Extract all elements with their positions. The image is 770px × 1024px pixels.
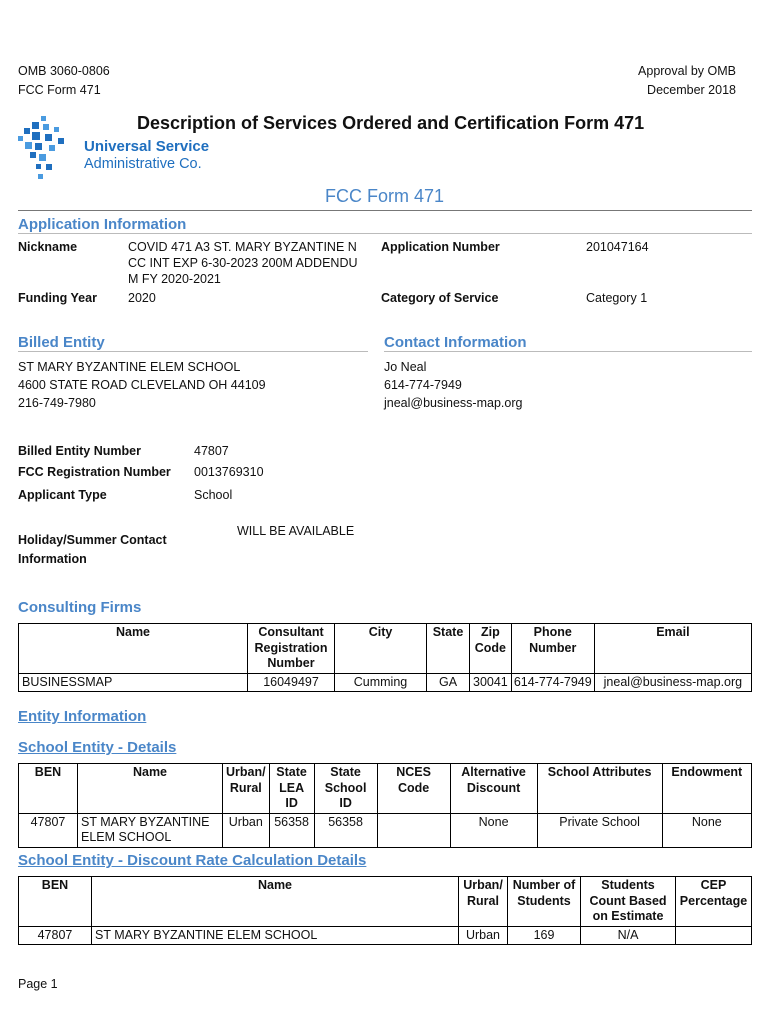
discount-heading: School Entity - Discount Rate Calculation Details	[18, 852, 367, 869]
col-num-students: Number of Students	[508, 877, 581, 927]
ben-label: Billed Entity Number	[18, 444, 141, 458]
funding-year: 2020	[128, 291, 156, 305]
consulting-heading: Consulting Firms	[18, 599, 142, 616]
col-estimate: Students Count Based on Estimate	[581, 877, 676, 927]
funding-year-label: Funding Year	[18, 291, 97, 305]
applicant-type-value: School	[194, 488, 233, 502]
applicant-type-label: Applicant Type	[18, 488, 107, 502]
form-number: FCC Form 471	[18, 83, 101, 97]
entity-name: ST MARY BYZANTINE ELEM SCHOOL	[78, 813, 223, 847]
nickname-label: Nickname	[18, 240, 78, 254]
contact-name: Jo Neal	[384, 360, 427, 374]
entity-attributes: Private School	[537, 813, 662, 847]
billed-entity-name: ST MARY BYZANTINE ELEM SCHOOL	[18, 360, 241, 374]
entity-lea-id: 56358	[269, 813, 314, 847]
col-ben: BEN	[19, 877, 92, 927]
page-title: Description of Services Ordered and Certification Form 471	[137, 113, 645, 133]
consultant-city: Cumming	[335, 673, 427, 692]
consultant-phone: 614-774-7949	[511, 673, 594, 692]
discount-ben: 47807	[19, 926, 92, 945]
consultant-email: jneal@business-map.org	[594, 673, 751, 692]
col-email: Email	[594, 624, 751, 674]
col-phone: Phone Number	[511, 624, 594, 674]
table-row	[19, 673, 752, 692]
billed-entity-heading: Billed Entity	[18, 334, 105, 351]
page-number: Page 1	[18, 977, 58, 991]
title-divider	[18, 210, 752, 211]
col-name: Name	[92, 877, 459, 927]
col-cep: CEP Percentage	[676, 877, 752, 927]
entity-alt-discount: None	[450, 813, 537, 847]
consultant-name: BUSINESSMAP	[19, 673, 248, 692]
app-number: 201047164	[586, 240, 649, 254]
col-name: Name	[19, 624, 248, 674]
col-zip: Zip Code	[470, 624, 512, 674]
entity-ben: 47807	[19, 813, 78, 847]
holiday-contact-value: WILL BE AVAILABLE	[237, 524, 355, 538]
billed-entity-phone: 216-749-7980	[18, 396, 96, 410]
fcc-reg-value: 0013769310	[194, 465, 264, 479]
consultant-zip: 30041	[470, 673, 512, 692]
billed-entity-address: 4600 STATE ROAD CLEVELAND OH 44109	[18, 378, 266, 392]
contact-heading: Contact Information	[384, 334, 527, 351]
application-heading: Application Information	[18, 216, 187, 233]
table-row	[19, 926, 752, 945]
consultant-state: GA	[427, 673, 470, 692]
col-school-id: State School ID	[314, 764, 377, 814]
entity-details-table	[18, 763, 752, 848]
discount-urban: Urban	[459, 926, 508, 945]
col-state: State	[427, 624, 470, 674]
contact-email[interactable]: jneal@business-map.org	[384, 396, 523, 410]
contact-phone: 614-774-7949	[384, 378, 462, 392]
col-city: City	[335, 624, 427, 674]
consultant-reg: 16049497	[248, 673, 335, 692]
form-subtitle: FCC Form 471	[325, 186, 445, 206]
details-heading: School Entity - Details	[18, 739, 177, 756]
col-lea-id: State LEA ID	[269, 764, 314, 814]
logo-line2: Administrative Co.	[84, 156, 202, 172]
col-name: Name	[78, 764, 223, 814]
col-endowment: Endowment	[662, 764, 751, 814]
discount-estimate: N/A	[581, 926, 676, 945]
category-value: Category 1	[586, 291, 648, 305]
approval-date: December 2018	[647, 83, 736, 97]
entity-urban: Urban	[223, 813, 270, 847]
discount-cep	[676, 926, 752, 945]
holiday-contact-label-2: Information	[18, 552, 87, 566]
col-ben: BEN	[19, 764, 78, 814]
entity-school-id: 56358	[314, 813, 377, 847]
discount-table	[18, 876, 752, 945]
ben-value: 47807	[194, 444, 229, 458]
logo-line1: Universal Service	[84, 138, 210, 155]
discount-name: ST MARY BYZANTINE ELEM SCHOOL	[92, 926, 459, 945]
nickname-line1: COVID 471 A3 ST. MARY BYZANTINE N	[128, 240, 357, 254]
usac-logo-icon	[16, 114, 76, 184]
col-consultant-reg: Consultant Registration Number	[248, 624, 335, 674]
consulting-table	[18, 623, 752, 692]
col-urban: Urban/ Rural	[223, 764, 270, 814]
table-row	[19, 813, 752, 847]
application-divider	[18, 233, 752, 234]
col-urban: Urban/ Rural	[459, 877, 508, 927]
holiday-contact-label: Holiday/Summer Contact	[18, 533, 167, 547]
billed-divider	[18, 351, 368, 352]
contact-divider	[384, 351, 752, 352]
app-number-label: Application Number	[381, 240, 500, 254]
col-attributes: School Attributes	[537, 764, 662, 814]
approval-text: Approval by OMB	[638, 64, 736, 78]
entity-endowment: None	[662, 813, 751, 847]
nickname-line3: M FY 2020-2021	[128, 272, 221, 286]
fcc-reg-label: FCC Registration Number	[18, 465, 171, 479]
omb-number: OMB 3060-0806	[18, 64, 110, 78]
entity-nces	[377, 813, 450, 847]
col-nces: NCES Code	[377, 764, 450, 814]
col-alt-discount: Alternative Discount	[450, 764, 537, 814]
category-label: Category of Service	[381, 291, 499, 305]
entity-heading: Entity Information	[18, 708, 147, 725]
discount-num-students: 169	[508, 926, 581, 945]
nickname-line2: CC INT EXP 6-30-2023 200M ADDENDU	[128, 256, 358, 270]
